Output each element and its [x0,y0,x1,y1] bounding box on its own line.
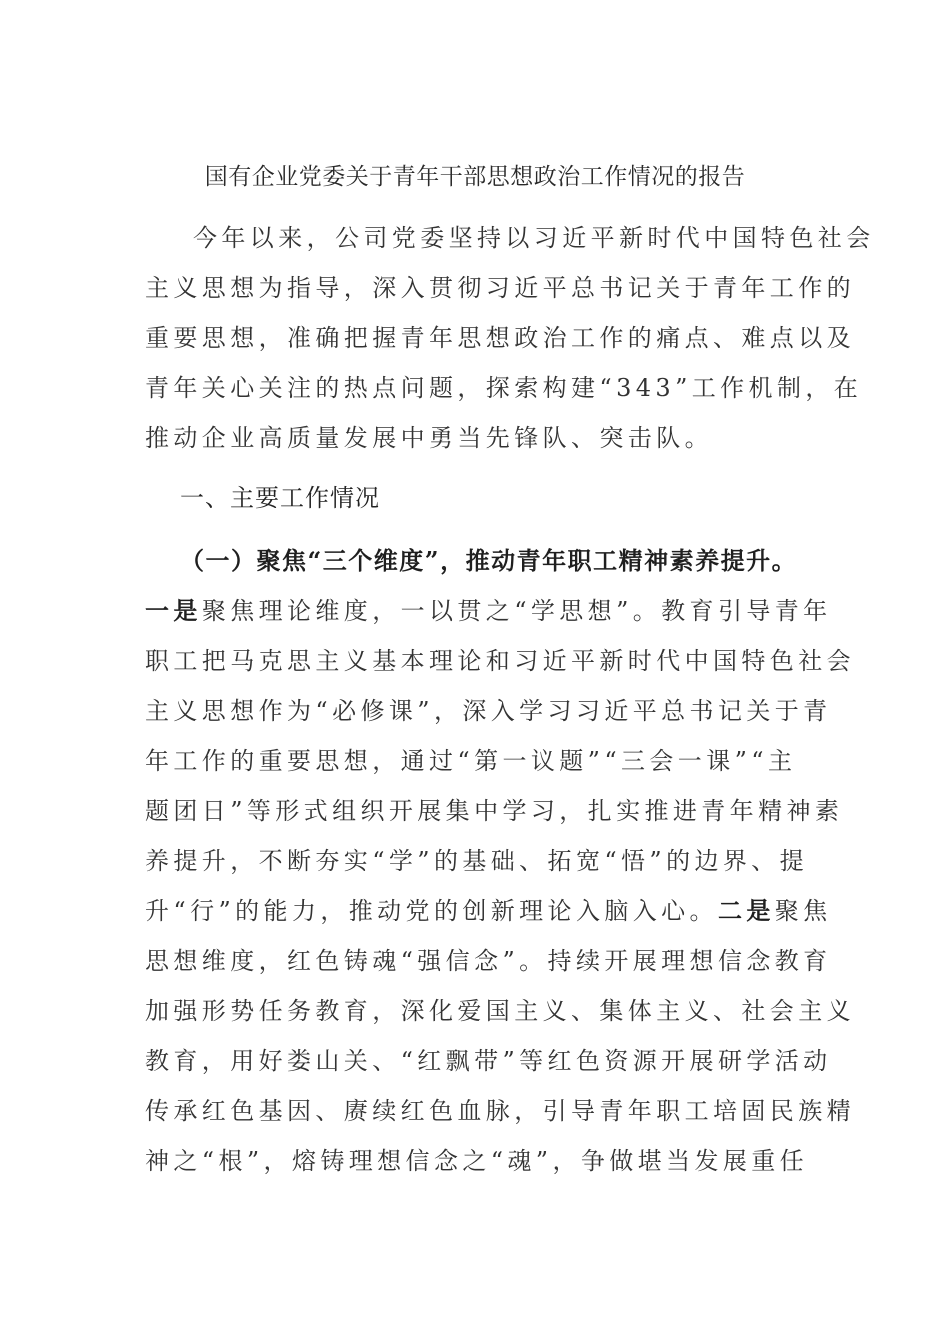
body-text: 聚焦 [774,897,832,925]
body-text: 聚焦理论维度，一以贯之“学思想”。教育引导青年 [201,597,832,625]
emphasis-label: 二是 [717,896,775,925]
intro-line: 重要思想，准确把握青年思想政治工作的痛点、难点以及 [145,324,855,352]
body-line: 职工把马克思主义基本理论和习近平新时代中国特色社会 [145,647,855,675]
body-line: 传承红色基因、赓续红色血脉，引导青年职工培固民族精 [145,1097,855,1125]
body-line [145,896,832,926]
section-heading: 一、主要工作情况 [180,484,380,512]
body-line: 主义思想作为“必修课”，深入学习习近平总书记关于青 [145,697,832,725]
intro-line: 推动企业高质量发展中勇当先锋队、突击队。 [145,424,713,452]
document-title: 国有企业党委关于青年干部思想政治工作情况的报告 [204,164,746,190]
body-line [145,596,832,626]
body-line: 教育，用好娄山关、“红飘带”等红色资源开展研学活动 [145,1047,832,1075]
body-line: 加强形势任务教育，深化爱国主义、集体主义、社会主义 [145,997,855,1025]
body-line: 年工作的重要思想，通过“第一议题”“三会一课”“主 [145,747,797,775]
subsection-heading: （一）聚焦“三个维度”，推动青年职工精神素养提升。 [180,546,798,575]
body-line: 思想维度，红色铸魂“强信念”。持续开展理想信念教育 [145,947,832,975]
intro-line: 今年以来，公司党委坚持以习近平新时代中国特色社会 [193,224,875,252]
intro-line: 主义思想为指导，深入贯彻习近平总书记关于青年工作的 [145,274,855,302]
body-line: 养提升，不断夯实“学”的基础、拓宽“悟”的边界、提 [145,847,809,875]
body-line: 题团日”等形式组织开展集中学习，扎实推进青年精神素 [145,797,844,825]
body-text: 升“行”的能力，推动党的创新理论入脑入心。 [145,897,718,925]
emphasis-label: 一是 [145,596,202,625]
intro-line: 青年关心关注的热点问题，探索构建“343”工作机制，在 [145,374,863,402]
body-line: 神之“根”，熔铸理想信念之“魂”，争做堪当发展重任 [145,1147,809,1175]
